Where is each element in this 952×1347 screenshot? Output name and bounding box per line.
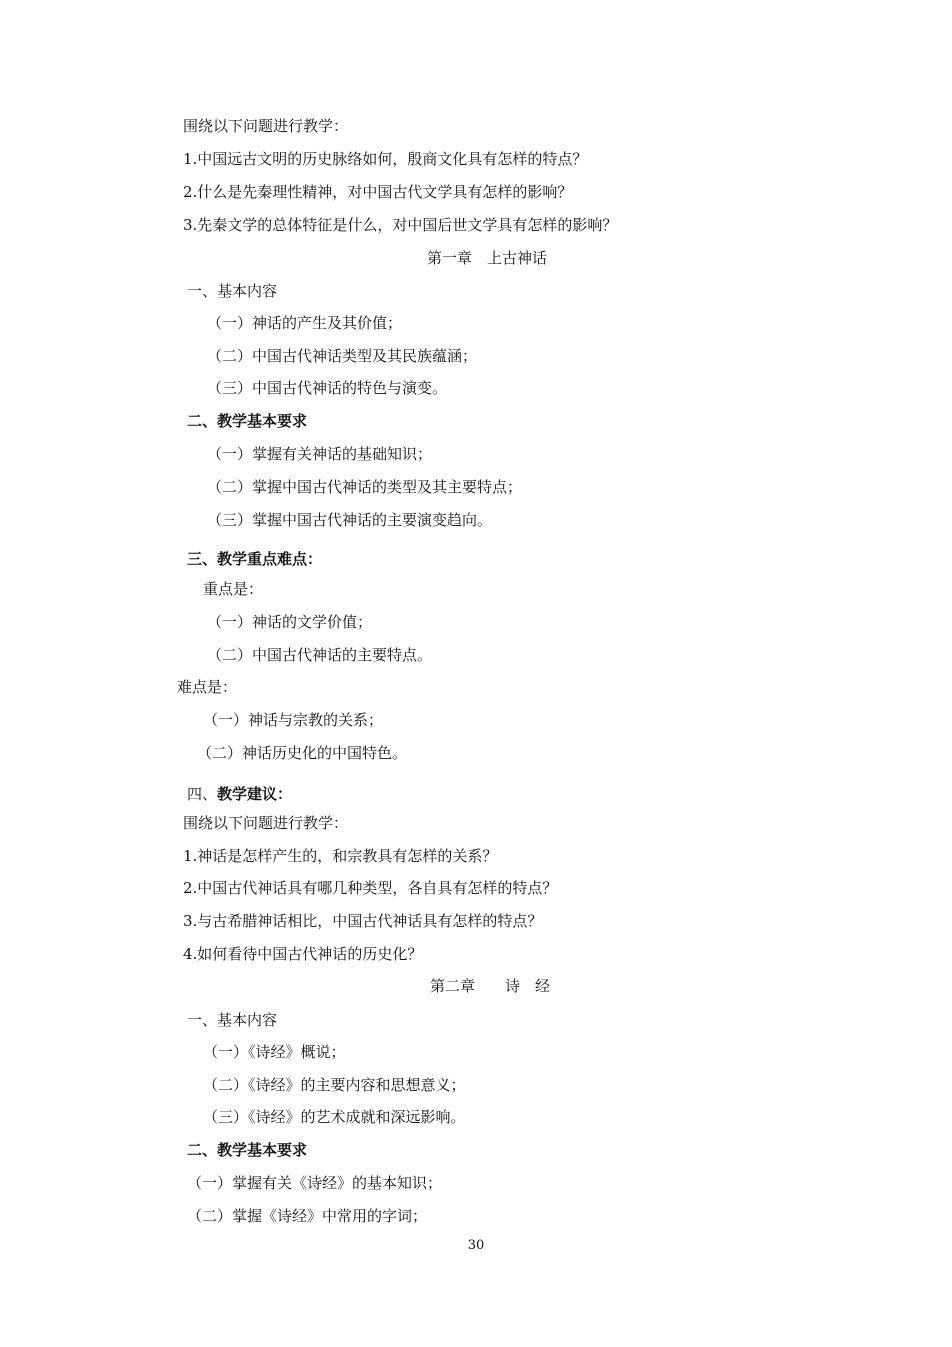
list-item: （二）掌握《诗经》中常用的字词； [187, 1207, 428, 1225]
list-item: （三）《诗经》的艺术成就和深远影响。 [203, 1108, 466, 1126]
body-text: 围绕以下问题进行教学： [183, 117, 349, 135]
section-heading: 一、基本内容 [187, 282, 278, 300]
page-number: 30 [467, 1238, 485, 1253]
subheading: 难点是： [177, 678, 238, 696]
section-heading [187, 784, 292, 804]
body-text: 围绕以下问题进行教学： [183, 814, 349, 832]
section-heading: 二、教学基本要求 [187, 412, 308, 430]
list-item: （二）中国古代神话的主要特点。 [207, 646, 433, 664]
section-label: 教学建议： [217, 785, 293, 803]
chapter-title: 第一章 上古神话 [427, 249, 548, 267]
list-item: （一）掌握有关《诗经》的基本知识； [187, 1174, 443, 1192]
list-item: （一）神话的文学价值； [207, 613, 373, 631]
list-item: （二）掌握中国古代神话的类型及其主要特点； [207, 478, 523, 496]
list-item: （三）掌握中国古代神话的主要演变趋向。 [207, 511, 493, 529]
list-item: 1.神话是怎样产生的，和宗教具有怎样的关系？ [183, 847, 498, 865]
section-heading: 三、教学重点难点： [187, 550, 323, 568]
list-item: 3.与古希腊神话相比，中国古代神话具有怎样的特点？ [183, 912, 543, 930]
list-item: 3.先秦文学的总体特征是什么，对中国后世文学具有怎样的影响？ [183, 216, 618, 234]
list-item: （一）神话的产生及其价值； [207, 314, 403, 332]
list-item: （二）神话历史化的中国特色。 [197, 744, 408, 762]
section-number: 四、 [187, 785, 218, 803]
list-item: （一）神话与宗教的关系； [203, 711, 384, 729]
chapter-title: 第二章 诗 经 [430, 977, 551, 995]
list-item: （一）掌握有关神话的基础知识； [207, 445, 433, 463]
subheading: 重点是： [203, 580, 264, 598]
section-heading: 二、教学基本要求 [187, 1141, 308, 1159]
list-item: 2.中国古代神话具有哪几种类型，各自具有怎样的特点？ [183, 879, 558, 897]
list-item: （一）《诗经》概说； [203, 1043, 346, 1061]
list-item: （二）中国古代神话类型及其民族蕴涵； [207, 347, 478, 365]
section-heading: 一、基本内容 [187, 1011, 278, 1029]
list-item: 1.中国远古文明的历史脉络如何，殷商文化具有怎样的特点？ [183, 150, 588, 168]
list-item: （二）《诗经》的主要内容和思想意义； [203, 1076, 466, 1094]
list-item: 4.如何看待中国古代神话的历史化？ [183, 945, 423, 963]
list-item: 2.什么是先秦理性精神，对中国古代文学具有怎样的影响？ [183, 183, 573, 201]
list-item: （三）中国古代神话的特色与演变。 [207, 379, 448, 397]
